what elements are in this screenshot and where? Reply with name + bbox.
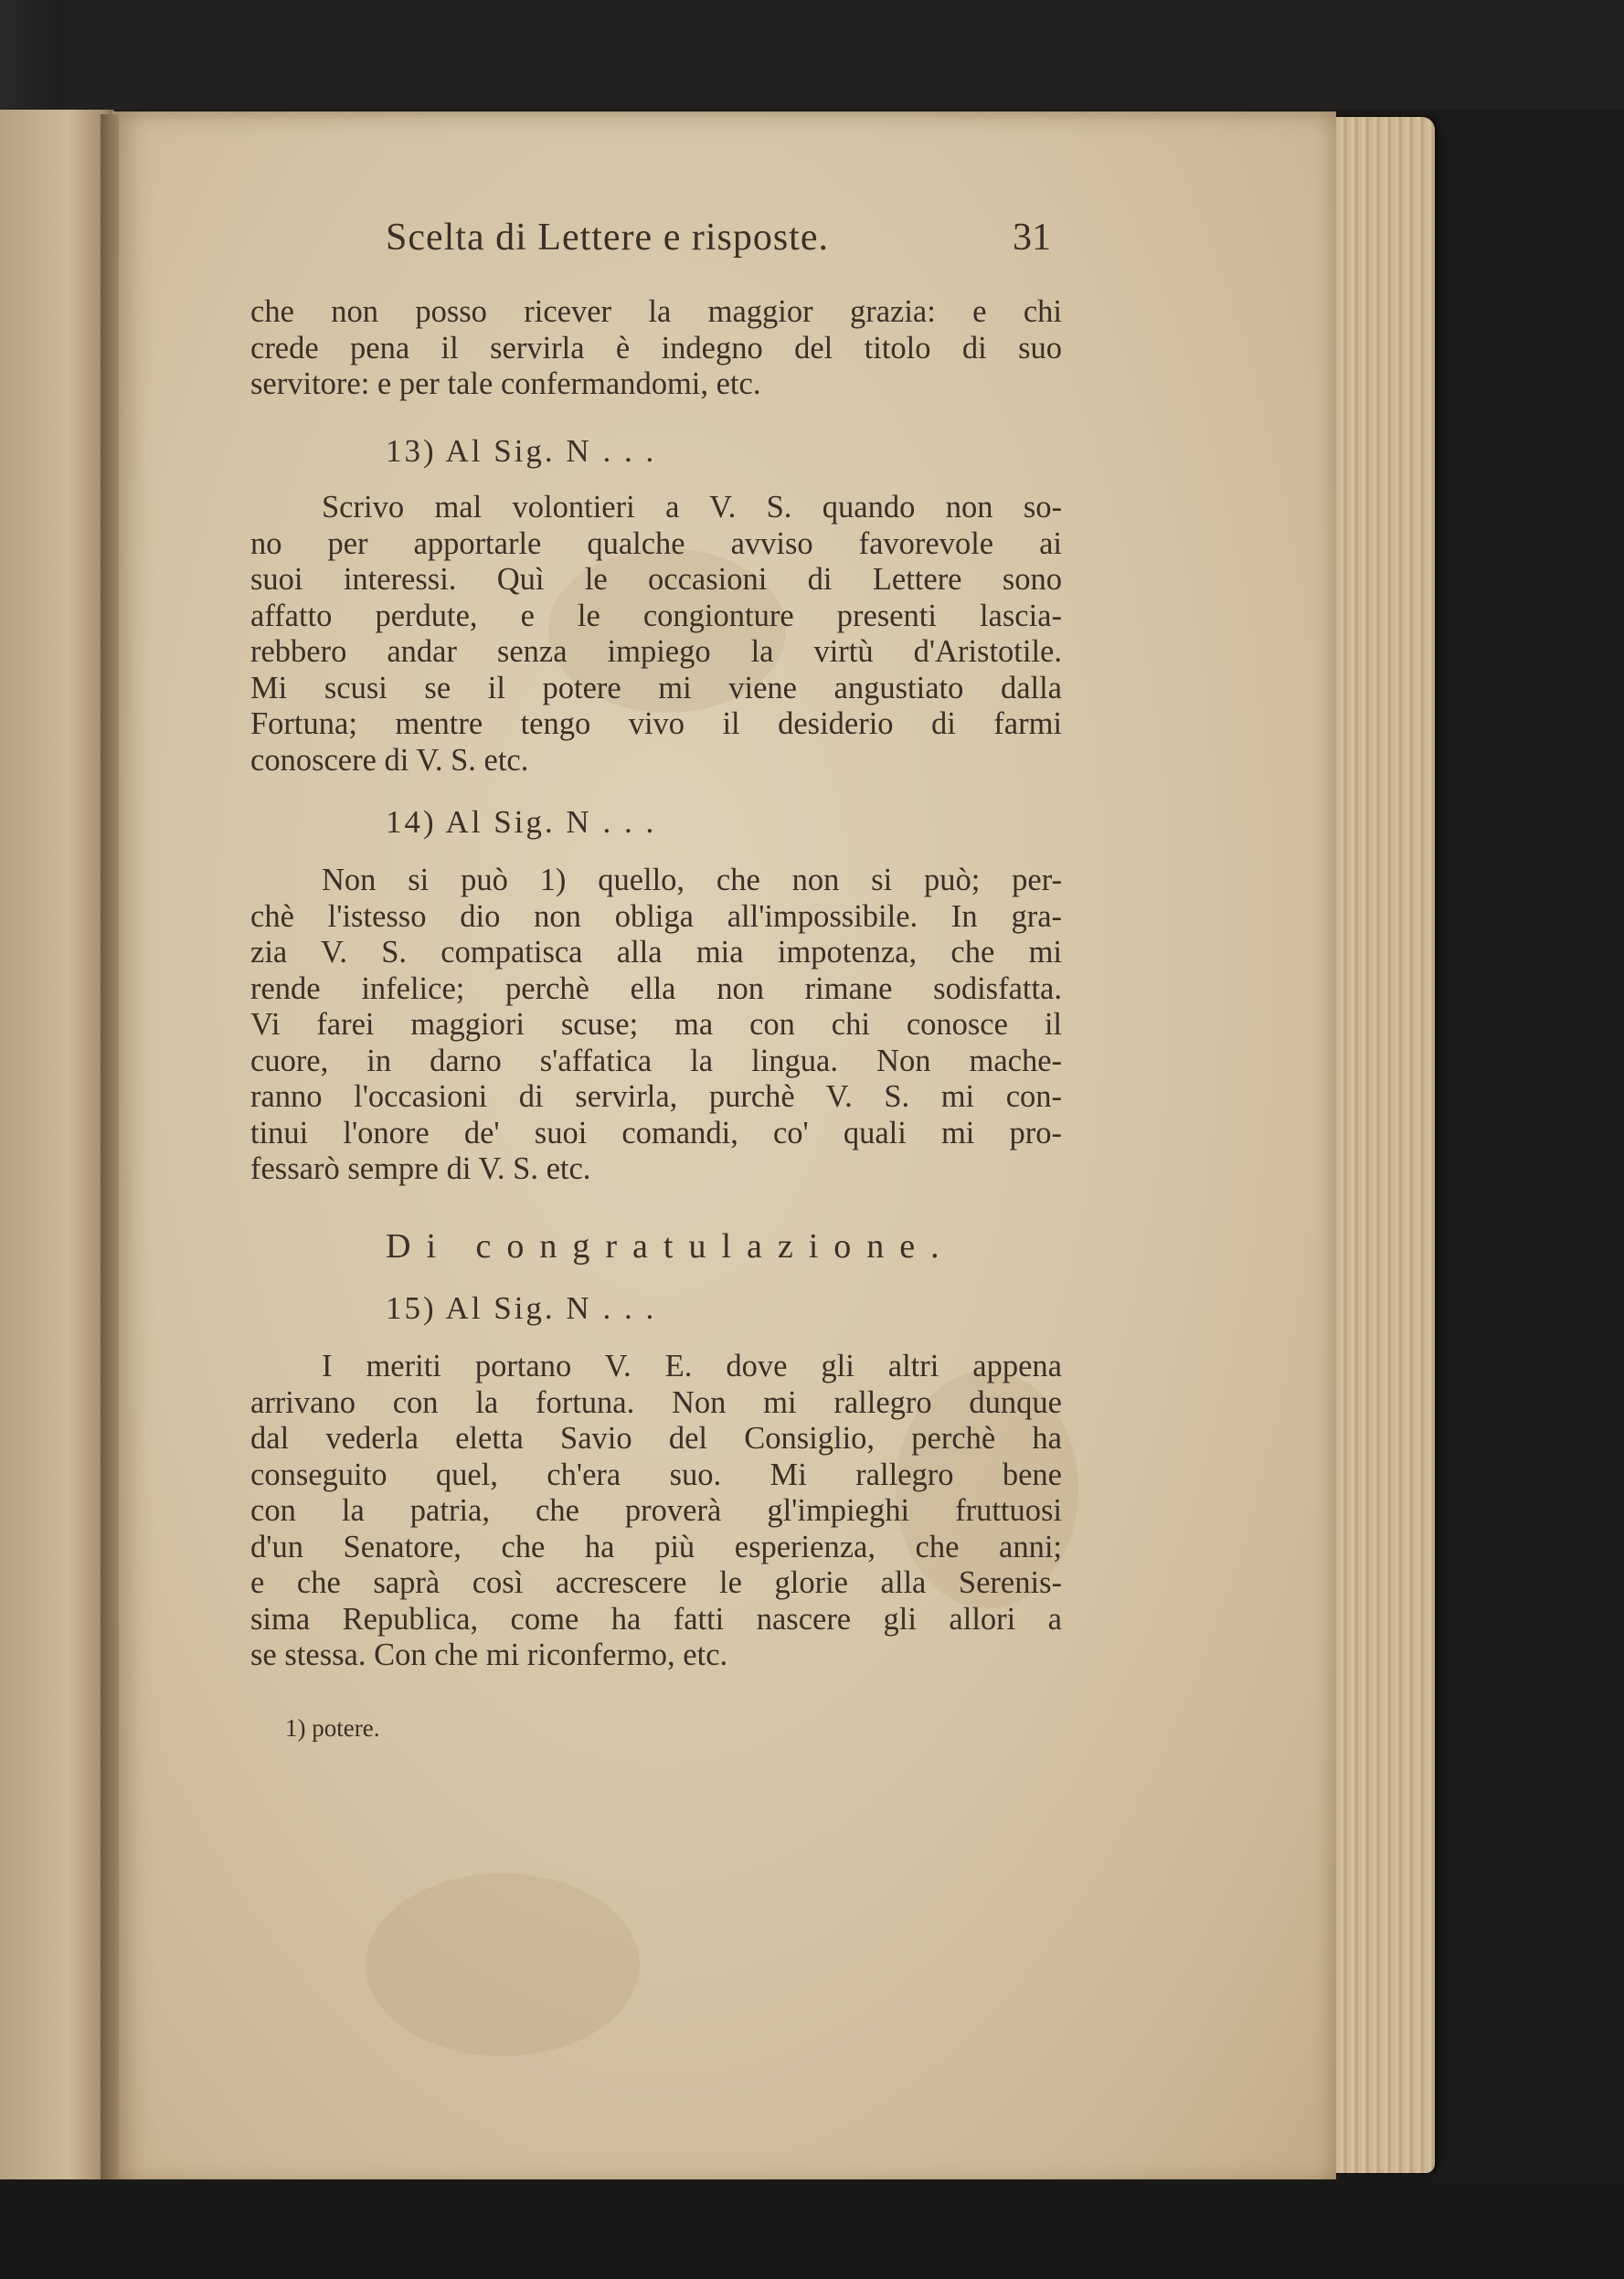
text-line: Vi farei maggiori scuse; ma con chi conosce il: [250, 1007, 1062, 1042]
letter-heading-13: 13) Al Sig. N . . .: [386, 433, 657, 469]
text-line: affatto perdute, e le congionture presenti lascia-: [250, 598, 1062, 633]
letter-body-13: [250, 490, 1062, 779]
text-line: rende infelice; perchè ella non rimane sodisfatta.: [250, 970, 1062, 1006]
text-line: tinui l'onore de' suoi comandi, co' quali mi pro-: [250, 1115, 1062, 1150]
letter-body-15: [250, 1349, 1062, 1674]
text-line: zia V. S. compatisca alla mia impotenza, che mi: [250, 935, 1062, 970]
text-line: conoscere di V. S. etc.: [250, 742, 529, 778]
text-line: I meriti portano V. E. dove gli altri appena: [322, 1349, 1062, 1383]
text-line: Fortuna; mentre tengo vivo il desiderio di farmi: [250, 706, 1062, 741]
text-line: ranno l'occasioni di servirla, purchè V. S. mi con-: [250, 1079, 1062, 1114]
paper-stain: [366, 1873, 640, 2056]
paragraph-continued: [250, 294, 1062, 403]
backdrop-bottom: [0, 2179, 1624, 2279]
text-line: se stessa. Con che mi riconfermo, etc.: [250, 1638, 728, 1672]
text-line: d'un Senatore, che ha più esperienza, che anni;: [250, 1529, 1062, 1564]
text-line: e che saprà così accrescere le glorie alla Serenis-: [250, 1565, 1062, 1600]
running-head: Scelta di Lettere e risposte.: [386, 217, 829, 259]
section-title: Di congratulazione.: [386, 1227, 955, 1266]
backdrop: [0, 0, 1624, 110]
text-line: conseguito quel, ch'era suo. Mi rallegro bene: [250, 1457, 1062, 1492]
text-line: rebbero andar senza impiego la virtù d'Aristotile.: [250, 634, 1062, 669]
text-line: dal vederla eletta Savio del Consiglio, perchè ha: [250, 1421, 1062, 1456]
text-line: fessarò sempre di V. S. etc.: [250, 1151, 591, 1186]
text-line: arrivano con la fortuna. Non mi rallegro dunque: [250, 1384, 1062, 1420]
text-line: chè l'istesso dio non obliga all'impossibile. In gra-: [250, 898, 1062, 934]
text-line: servitore: e per tale confermandomi, etc.: [250, 366, 761, 401]
text-line: cuore, in darno s'affatica la lingua. Non mache-: [250, 1043, 1062, 1078]
book-gutter: [101, 114, 119, 2184]
text-line: suoi interessi. Quì le occasioni di Lettere sono: [250, 562, 1062, 597]
text-line: che non posso ricever la maggior grazia: e chi: [250, 294, 1062, 329]
text-line: no per apportarle qualche avviso favorevole ai: [250, 525, 1062, 561]
footnote: 1) potere.: [285, 1714, 380, 1742]
text-line: crede pena il servirla è indegno del titolo di suo: [250, 330, 1062, 366]
text-line: Mi scusi se il potere mi viene angustiato dalla: [250, 670, 1062, 705]
text-line: Scrivo mal volontieri a V. S. quando non so-: [322, 490, 1062, 525]
letter-heading-14: 14) Al Sig. N . . .: [386, 804, 657, 840]
previous-page-edge: [0, 110, 114, 2207]
text-line: sima Republica, come ha fatti nascere gli allori a: [250, 1601, 1062, 1637]
letter-heading-15: 15) Al Sig. N . . .: [386, 1290, 657, 1326]
letter-body-14: [250, 863, 1062, 1188]
text-line: con la patria, che proverà gl'impieghi fruttuosi: [250, 1493, 1062, 1528]
text-line: Non si può 1) quello, che non si può; per-: [322, 863, 1062, 897]
page-number: 31: [1013, 217, 1051, 259]
